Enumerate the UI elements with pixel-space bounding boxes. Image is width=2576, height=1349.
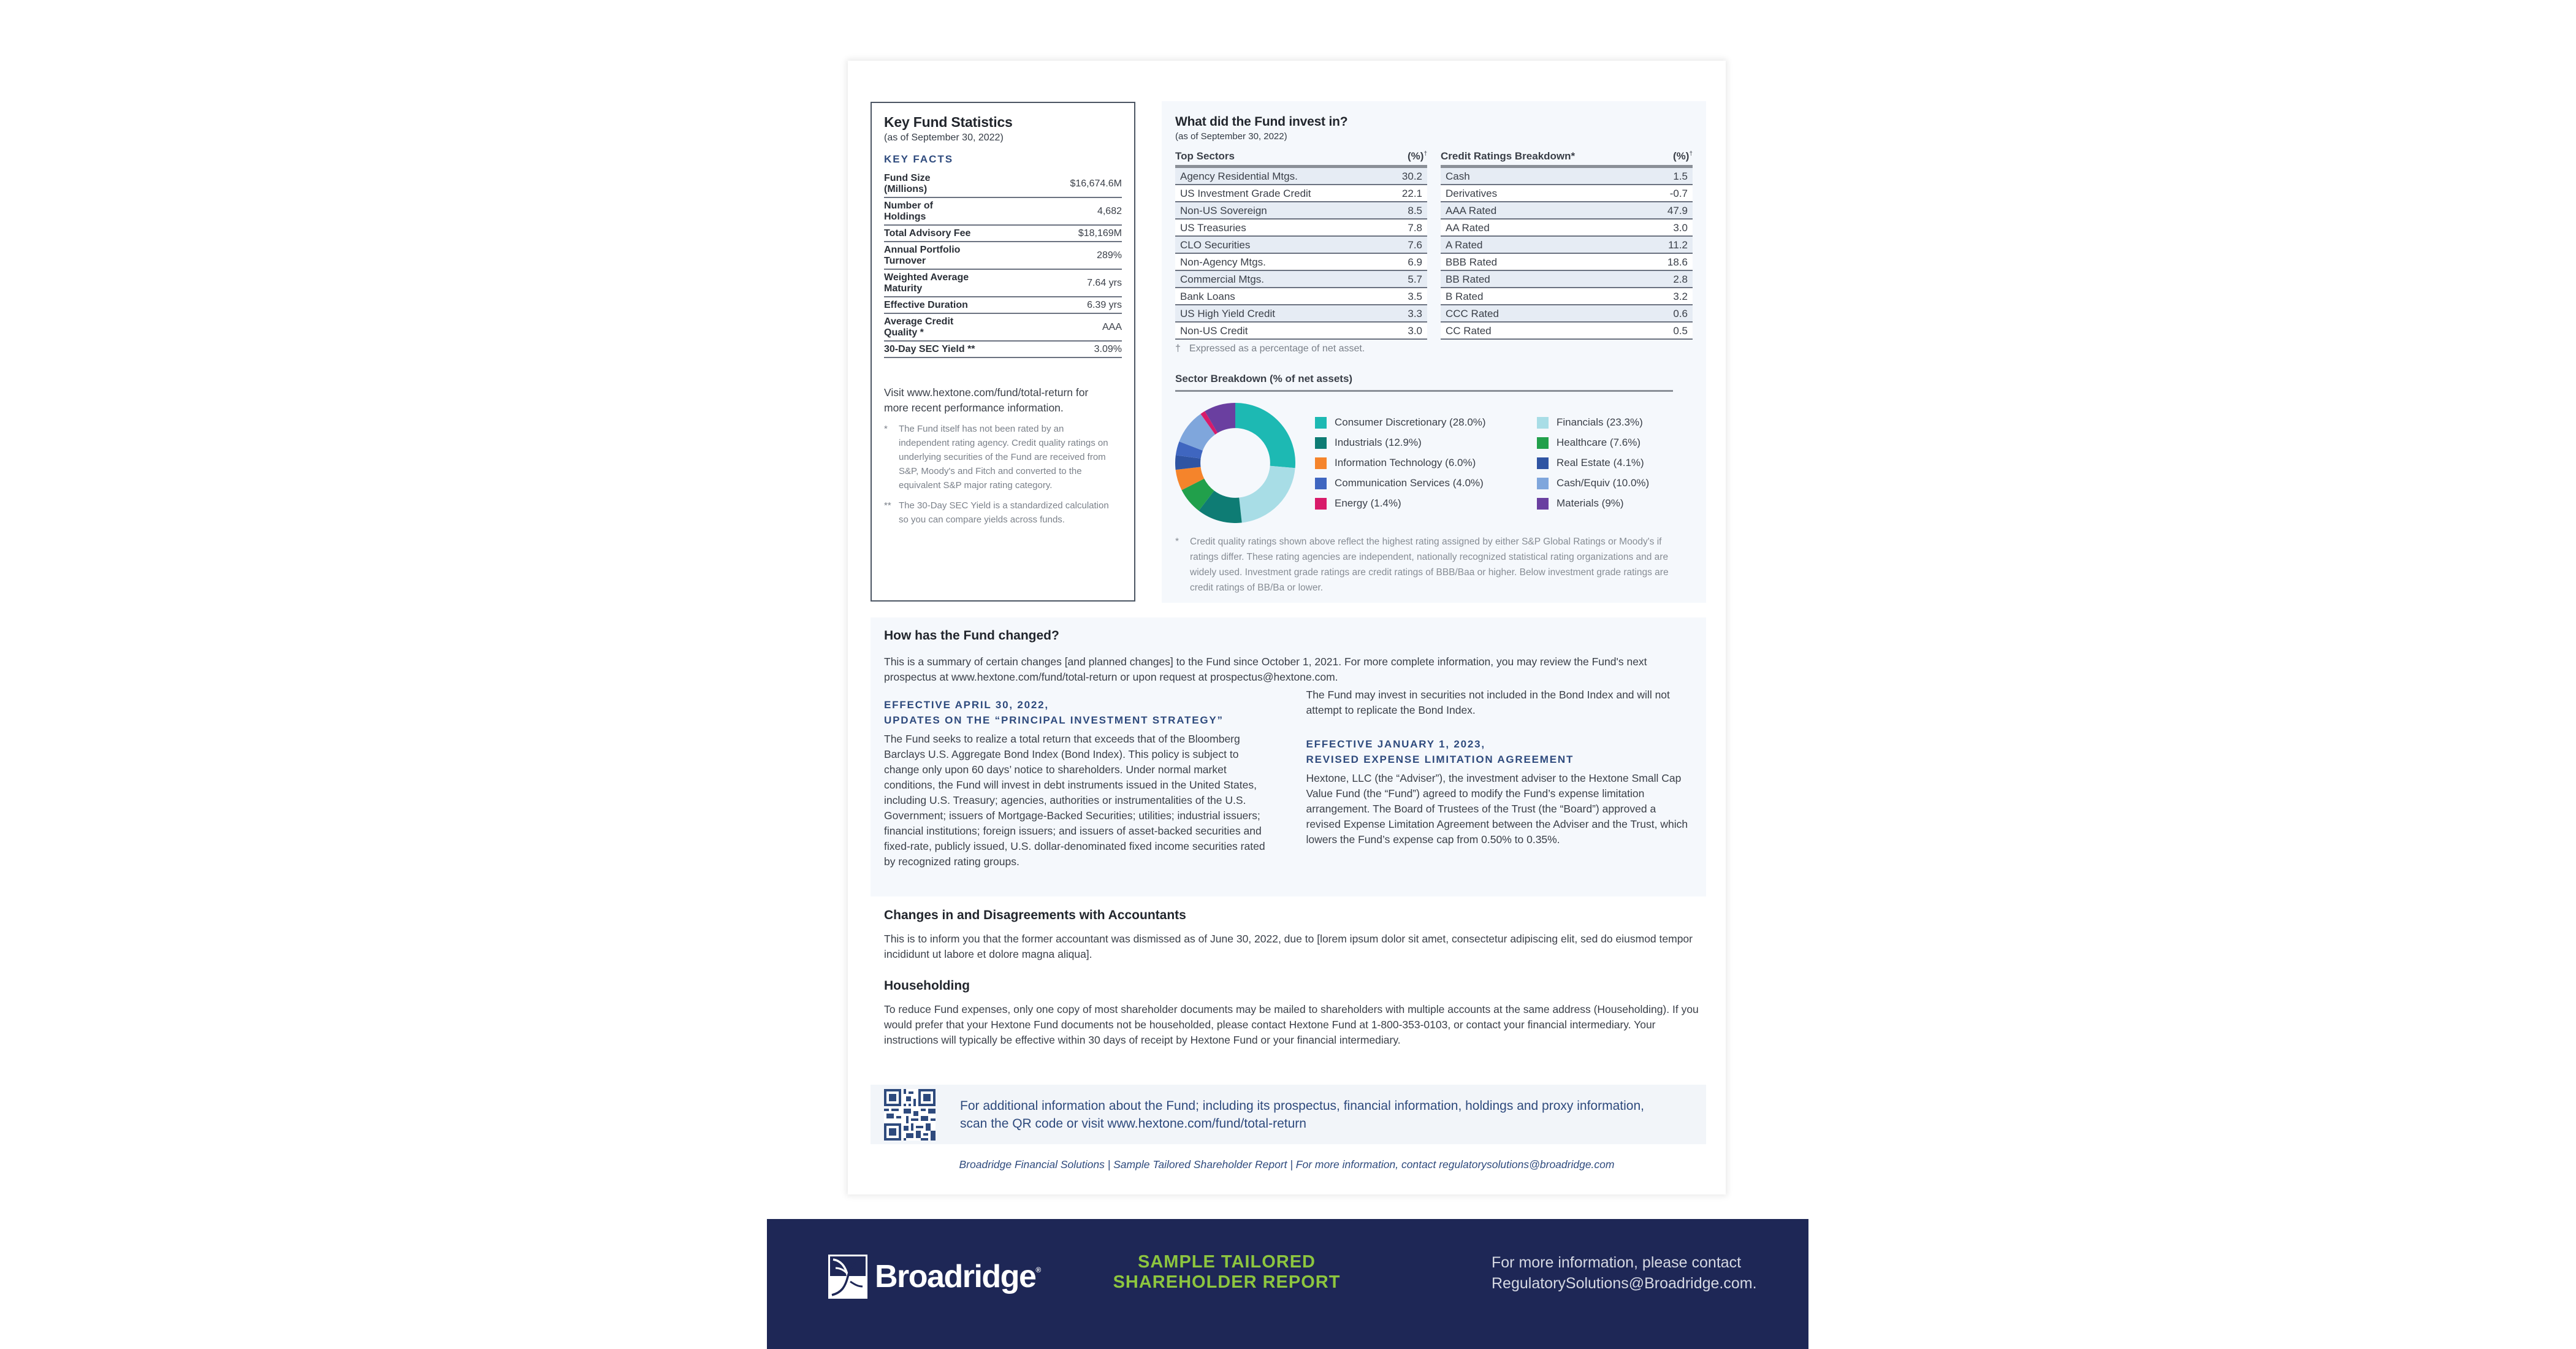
legend-swatch: [1315, 498, 1327, 510]
key-stats-as-of: (as of September 30, 2022): [884, 132, 1004, 143]
key-facts-table: [884, 170, 1122, 358]
donut-slice: [1211, 416, 1235, 422]
donut-slice: [1206, 500, 1240, 510]
footnote-marker: **: [884, 500, 891, 511]
table-row: Cash 1.5: [1441, 168, 1693, 185]
accountants-section: [884, 908, 1705, 962]
percent-column-header: (%)†: [1407, 150, 1427, 162]
broadridge-wordmark: Broadridge®: [875, 1259, 1042, 1294]
legend-item: Real Estate (4.1%): [1537, 457, 1696, 469]
contact-text: For more information, please contact: [1492, 1254, 1742, 1271]
table-row: US Investment Grade Credit 22.1: [1175, 185, 1427, 202]
percent-column-header: (%)†: [1672, 150, 1693, 162]
donut-slice: [1208, 422, 1211, 424]
top-sectors-header-label: Top Sectors: [1175, 150, 1235, 162]
accountants-title: Changes in and Disagreements with Accountants: [884, 908, 1186, 922]
legend-item: Information Technology (6.0%): [1315, 457, 1537, 469]
credit-ratings-header: [1441, 150, 1693, 168]
sector-breakdown-title: Sector Breakdown (% of net assets): [1175, 373, 1673, 392]
legend-item: Communication Services (4.0%): [1315, 477, 1537, 489]
footnote-text: Credit quality ratings shown above reflect the highest rating assigned by either S&P Global Ratings or Moody's if ratings differ. These rating agencies are independent, nationally recognized statistical rating organizations and are widely used. Investment grade ratings are credit ratings of BBB/Baa or higher. Below investment grade ratings are credit ratings of BB/Ba or lower.: [1190, 537, 1669, 593]
donut-slice: [1188, 468, 1193, 484]
footnote: [884, 499, 1122, 527]
visit-website-text: Visit www.hextone.com/fund/total-return for more recent performance information.: [884, 386, 1089, 414]
table-row: CCC Rated 0.6: [1441, 305, 1693, 323]
legend-swatch: [1537, 417, 1549, 429]
banner-contact: [1492, 1252, 1757, 1294]
key-fact-value: $18,169M: [976, 225, 1122, 242]
legend-item: Financials (23.3%): [1537, 416, 1696, 429]
sector-donut-chart: [1175, 403, 1295, 523]
donut-slice: [1240, 467, 1282, 510]
key-facts-label: KEY FACTS: [884, 153, 954, 165]
fund-changes-panel: [871, 617, 1706, 896]
legend-swatch: [1315, 437, 1327, 449]
householding-title: Householding: [884, 979, 970, 993]
legend-item: Industrials (12.9%): [1315, 437, 1537, 449]
key-fact-row: [884, 225, 1122, 242]
table-row: BBB Rated 18.6: [1441, 254, 1693, 271]
broadridge-logo: [828, 1255, 1041, 1299]
key-fact-row: [884, 297, 1122, 313]
table-row: CC Rated 0.5: [1441, 323, 1693, 340]
top-sectors-header: [1175, 150, 1427, 168]
key-fact-label: Effective Duration: [884, 297, 976, 313]
top-sectors-table: [1175, 150, 1427, 354]
additional-info-text: For additional information about the Fund; including its prospectus, financial information, holdings and proxy information, scan the QR code or visit www.hextone.com/fund/total-return: [960, 1098, 1644, 1131]
footnote: [884, 422, 1122, 492]
donut-slice: [1235, 416, 1282, 467]
contact-email-link[interactable]: RegulatorySolutions@Broadridge.com.: [1492, 1275, 1757, 1292]
table-row: Non-US Sovereign 8.5: [1175, 202, 1427, 220]
fund-changes-intro: This is a summary of certain changes [and planned changes] to the Fund since October 1, 2021. For more complete information, you may review the Fund's next prospectus at www.hextone.com/fund/total-return or upon request at prospectus@hextone.com.: [884, 655, 1647, 683]
dagger-text: Expressed as a percentage of net asset.: [1189, 343, 1365, 354]
householding-body: To reduce Fund expenses, only one copy of most shareholder documents may be mailed to shareholders with multiple accounts at the same address (Householding). If you would prefer that your Hextone Fund documents not be householded, please contact Hextone Fund at 1-800-353-0103, or contact your financial intermediary. Your instructions will typically be effective within 30 days of receipt by Hextone Fund or your financial intermediary.: [884, 1003, 1699, 1046]
dagger-footnote: [1175, 343, 1427, 354]
key-fact-row: [884, 269, 1122, 297]
footnote-marker: *: [1175, 537, 1179, 547]
legend-swatch: [1537, 457, 1549, 469]
legend-swatch: [1537, 478, 1549, 489]
donut-slice: [1191, 424, 1208, 446]
key-fact-label: Average Credit Quality *: [884, 313, 976, 341]
table-row: A Rated 11.2: [1441, 237, 1693, 254]
change-body-continued: The Fund may invest in securities not included in the Bond Index and will not attempt to replicate the Bond Index.: [1306, 689, 1670, 716]
footnote-text: The 30-Day SEC Yield is a standardized calculation so you can compare yields across funds.: [899, 500, 1109, 525]
broadridge-banner: [767, 1219, 1808, 1349]
legend-item: Healthcare (7.6%): [1537, 437, 1696, 449]
table-row: BB Rated 2.8: [1441, 271, 1693, 288]
top-sectors-rows: [1175, 168, 1427, 340]
key-fact-label: Weighted Average Maturity: [884, 269, 976, 297]
change-item-strategy: [884, 697, 1271, 869]
key-fact-value: $16,674.6M: [976, 170, 1122, 197]
legend-item: Materials (9%): [1537, 497, 1696, 510]
key-fact-row: [884, 170, 1122, 197]
table-row: Bank Loans 3.5: [1175, 288, 1427, 305]
additional-info-band: [871, 1085, 1706, 1144]
broadridge-logo-mark-icon: [828, 1255, 867, 1299]
table-row: Commercial Mtgs. 5.7: [1175, 271, 1427, 288]
table-row: Non-Agency Mtgs. 6.9: [1175, 254, 1427, 271]
key-fact-value: 4,682: [976, 197, 1122, 225]
key-fact-label: Number of Holdings: [884, 197, 976, 225]
investments-as-of: (as of September 30, 2022): [1175, 131, 1287, 142]
table-row: Non-US Credit 3.0: [1175, 323, 1427, 340]
legend-item: Cash/Equiv (10.0%): [1537, 477, 1696, 489]
banner-title: SAMPLE TAILORED SHAREHOLDER REPORT: [1113, 1252, 1341, 1292]
credit-quality-footnote: [1175, 534, 1693, 595]
investments-title: What did the Fund invest in?: [1175, 115, 1348, 129]
legend-swatch: [1315, 417, 1327, 429]
donut-slice: [1188, 446, 1191, 457]
table-row: Agency Residential Mtgs. 30.2: [1175, 168, 1427, 185]
table-row: AA Rated 3.0: [1441, 220, 1693, 237]
key-fact-label: Total Advisory Fee: [884, 225, 976, 242]
table-row: US Treasuries 7.8: [1175, 220, 1427, 237]
investments-panel: [1162, 101, 1706, 603]
table-row: Derivatives -0.7: [1441, 185, 1693, 202]
table-row: US High Yield Credit 3.3: [1175, 305, 1427, 323]
change-item-expense: [1306, 687, 1693, 869]
table-row: AAA Rated 47.9: [1441, 202, 1693, 220]
footnote-text: The Fund itself has not been rated by an independent rating agency. Credit quality ratings on underlying securities of the Fund are received from S&P, Moody's and Fitch and converted to the equivalent S&P major rating category.: [899, 424, 1108, 491]
householding-section: [884, 979, 1705, 1048]
key-fact-value: 6.39 yrs: [976, 297, 1122, 313]
qr-code-icon[interactable]: [884, 1089, 936, 1141]
key-fund-statistics-box: [871, 102, 1135, 602]
key-fact-value: AAA: [976, 313, 1122, 341]
key-fact-value: 3.09%: [976, 341, 1122, 357]
sector-legend: [1315, 416, 1696, 510]
key-fact-row: [884, 313, 1122, 341]
fund-changes-title: How has the Fund changed?: [884, 629, 1059, 643]
table-row: B Rated 3.2: [1441, 288, 1693, 305]
dagger-marker: †: [1175, 343, 1181, 354]
key-fact-row: [884, 341, 1122, 357]
table-row: CLO Securities 7.6: [1175, 237, 1427, 254]
legend-swatch: [1537, 498, 1549, 510]
report-page: [848, 61, 1726, 1194]
legend-item: Consumer Discretionary (28.0%): [1315, 416, 1537, 429]
legend-swatch: [1537, 437, 1549, 449]
key-stats-title: Key Fund Statistics: [884, 114, 1013, 130]
change-body: Hextone, LLC (the “Adviser”), the investment adviser to the Hextone Small Cap Value Fund (the “Fund”) agreed to modify the Fund’s expense limitation arrangement. The Board of Trustees of the Trust (the “Board”) approved a revised Expense Limitation Agreement between the Adviser and the Trust, which lowers the Fund’s expense cap from 0.50% to 0.35%.: [1306, 772, 1688, 846]
credit-ratings-rows: [1441, 168, 1693, 340]
key-fact-row: [884, 197, 1122, 225]
change-heading: EFFECTIVE APRIL 30, 2022, UPDATES ON THE “PRINCIPAL INVESTMENT STRATEGY”: [884, 699, 1224, 726]
key-fact-label: Annual Portfolio Turnover: [884, 242, 976, 269]
key-fact-value: 289%: [976, 242, 1122, 269]
credit-ratings-header-label: Credit Ratings Breakdown*: [1441, 150, 1576, 162]
key-fact-label: Fund Size (Millions): [884, 170, 976, 197]
change-heading: EFFECTIVE JANUARY 1, 2023, REVISED EXPENSE LIMITATION AGREEMENT: [1306, 738, 1574, 765]
page-footer: Broadridge Financial Solutions | Sample Tailored Shareholder Report | For more information, contact regulatorysolutions@broadridge.com: [959, 1158, 1615, 1171]
change-body: The Fund seeks to realize a total return that exceeds that of the Bloomberg Barclays U.S. Aggregate Bond Index (Bond Index). This policy is subject to change only upon 60 days’ notice to shareholders. Under normal market conditions, the Fund will invest in debt instruments issued in the United States, including U.S. Treasury; agencies, authorities or instrumentalities of the U.S. Government; issuers of Mortgage-Backed Securities; utilities; industrial issuers; financial institutions; foreign issuers; and issuers of asset-backed securities and fixed-rate, publicly issued, U.S. dollar-denominated fixed income securities rated by recognized rating groups.: [884, 733, 1265, 868]
key-fact-row: [884, 242, 1122, 269]
legend-item: Energy (1.4%): [1315, 497, 1537, 510]
accountants-body: This is to inform you that the former accountant was dismissed as of June 30, 2022, due to [lorem ipsum dolor sit amet, consectetur adipiscing elit, sed do eiusmod tempor incididunt ut labore et dolore magna aliqua].: [884, 933, 1693, 960]
legend-swatch: [1315, 478, 1327, 489]
footnote-marker: *: [884, 424, 888, 434]
legend-swatch: [1315, 457, 1327, 469]
donut-slice: [1193, 484, 1206, 501]
credit-ratings-table: [1441, 150, 1693, 354]
key-fact-value: 7.64 yrs: [976, 269, 1122, 297]
key-fact-label: 30-Day SEC Yield **: [884, 341, 976, 357]
donut-slice: [1188, 457, 1189, 468]
